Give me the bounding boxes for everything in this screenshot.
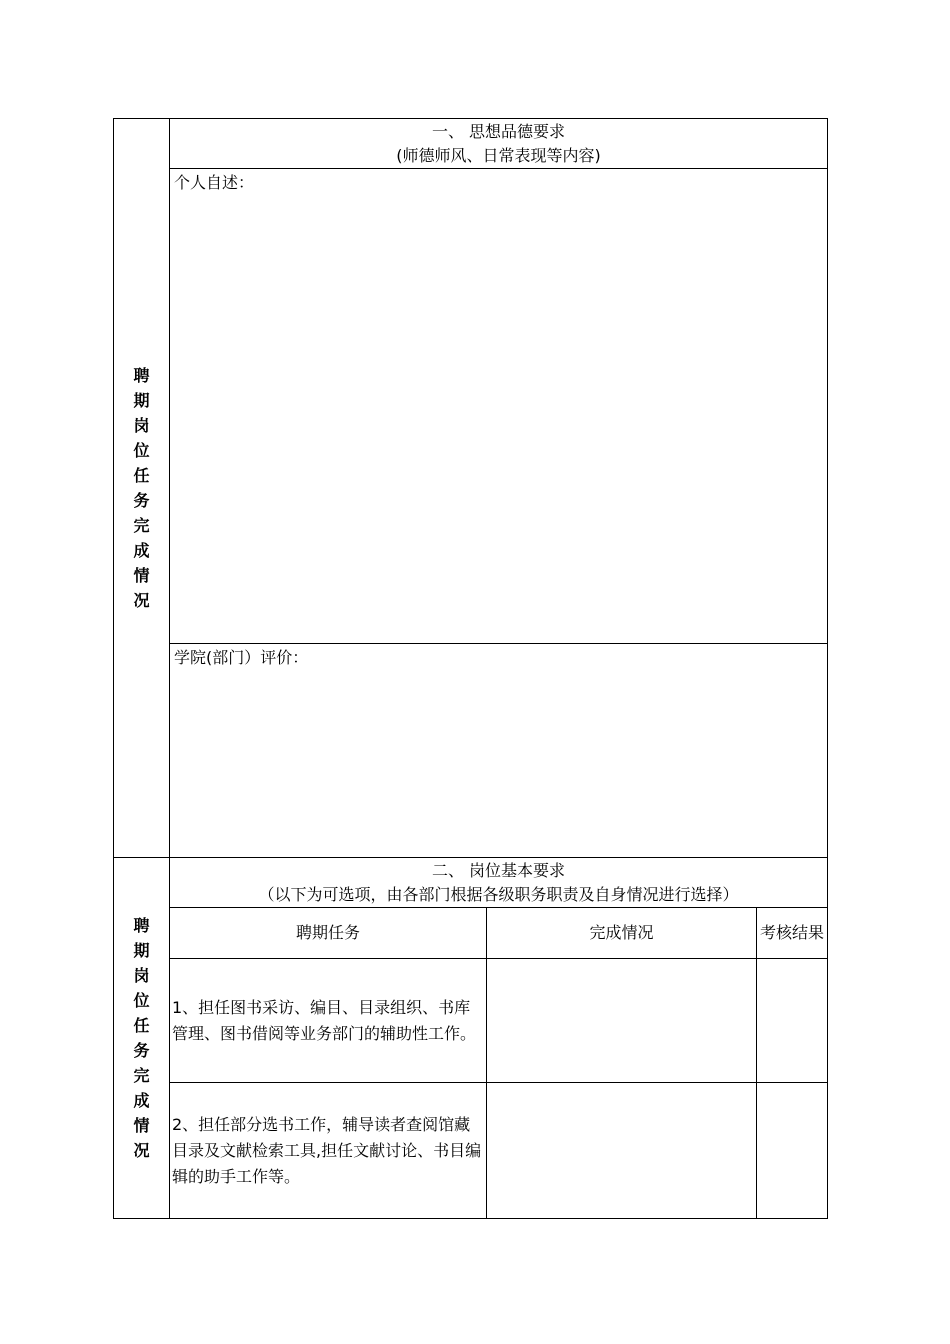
section2-title: 二、 岗位基本要求 <box>431 860 566 880</box>
status-cell[interactable] <box>487 959 757 1083</box>
column-header-status: 完成情况 <box>487 908 757 959</box>
table-row <box>114 959 828 1083</box>
dept-evaluation-field[interactable] <box>170 644 828 858</box>
column-header-task: 聘期任务 <box>170 908 487 959</box>
section1-header <box>170 119 828 169</box>
self-statement-label: 个人自述： <box>174 173 255 192</box>
column-header-result: 考核结果 <box>757 908 828 959</box>
self-statement-field[interactable] <box>170 169 828 644</box>
section2-side-label-cell <box>114 858 170 1219</box>
section1-title: 一、 思想品德要求 <box>431 121 566 141</box>
appraisal-form <box>113 118 828 1219</box>
section2-subtitle: （以下为可选项，由各部门根据各级职务职责及自身情况进行选择） <box>258 884 739 904</box>
section1-side-label: 聘期岗位任务完成情况 <box>133 366 150 610</box>
result-cell[interactable] <box>757 1083 828 1219</box>
section1-side-label-cell <box>114 119 170 858</box>
section1-subtitle: (师德师风、日常表现等内容) <box>396 145 601 165</box>
task-cell: 2、担任部分选书工作，辅导读者查阅馆藏目录及文献检索工具,担任文献讨论、书目编辑的助手工作等。 <box>170 1083 487 1219</box>
result-cell[interactable] <box>757 959 828 1083</box>
status-cell[interactable] <box>487 1083 757 1219</box>
section2-side-label: 聘期岗位任务完成情况 <box>133 916 150 1160</box>
section2-header <box>170 858 828 908</box>
dept-evaluation-label: 学院(部门）评价： <box>174 648 309 667</box>
task-cell: 1、担任图书采访、编目、目录组织、书库管理、图书借阅等业务部门的辅助性工作。 <box>170 959 487 1083</box>
table-row <box>114 1083 828 1219</box>
